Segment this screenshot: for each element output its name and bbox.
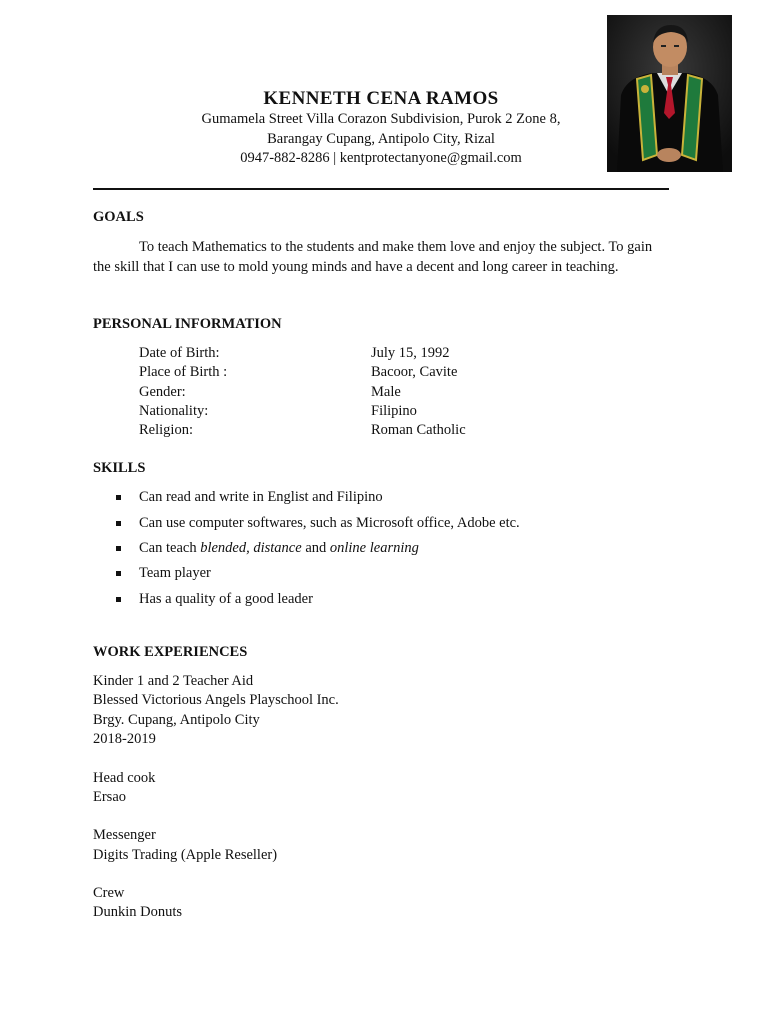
info-value: Male	[371, 384, 401, 400]
info-row-gender	[139, 384, 619, 403]
job-title: Head cook	[93, 770, 156, 786]
info-row-birthplace	[139, 364, 619, 383]
work-heading: WORK EXPERIENCES	[93, 644, 248, 660]
job-employer: Digits Trading (Apple Reseller)	[93, 847, 278, 863]
info-row-nationality	[139, 403, 619, 422]
bullet-icon	[116, 495, 121, 500]
bullet-icon	[116, 546, 121, 551]
skill-text: Team player	[139, 565, 211, 581]
info-value: July 15, 1992	[371, 345, 450, 361]
info-row-religion	[139, 422, 619, 441]
info-value: Roman Catholic	[371, 422, 466, 438]
job-employer: Ersao	[93, 789, 127, 805]
job-employer: Blessed Victorious Angels Playschool Inc.	[93, 692, 339, 708]
info-label: Date of Birth:	[139, 345, 220, 361]
bullet-icon	[116, 571, 121, 576]
skill-text-italic: blended, distance	[200, 540, 302, 556]
personal-info-heading: PERSONAL INFORMATION	[93, 316, 282, 332]
skill-text-italic: online learning	[329, 540, 419, 556]
goals-heading: GOALS	[93, 209, 144, 225]
address-line-1: Gumamela Street Villa Corazon Subdivision, Purok 2 Zone 8,	[201, 111, 561, 127]
goals-text: To teach Mathematics to the students and make them love and enjoy the subject. To gain the skill that I can use to mold young minds and have a decent and long career in teaching.	[93, 239, 653, 275]
skill-text	[139, 540, 419, 557]
job-employer: Dunkin Donuts	[93, 904, 183, 920]
job-title: Crew	[93, 885, 125, 901]
bullet-icon	[116, 521, 121, 526]
skill-text-part: and	[301, 540, 330, 556]
job-title: Kinder 1 and 2 Teacher Aid	[93, 673, 254, 689]
info-label: Place of Birth :	[139, 364, 228, 380]
skill-text: Has a quality of a good leader	[139, 591, 313, 607]
applicant-name: KENNETH CENA RAMOS	[263, 88, 499, 109]
header-divider	[93, 188, 669, 190]
info-label: Nationality:	[139, 403, 209, 419]
bullet-icon	[116, 597, 121, 602]
skill-text: Can read and write in Englist and Filipino	[139, 489, 383, 505]
skill-text: Can use computer softwares, such as Microsoft office, Adobe etc.	[139, 515, 520, 531]
skill-text-part: Can teach	[139, 540, 201, 556]
job-title: Messenger	[93, 827, 156, 843]
info-value: Bacoor, Cavite	[371, 364, 458, 380]
address-line-2: Barangay Cupang, Antipolo City, Rizal	[267, 130, 495, 147]
info-label: Religion:	[139, 422, 193, 438]
job-period: 2018-2019	[93, 731, 156, 747]
info-row-birthdate	[139, 345, 619, 364]
contact-line: 0947-882-8286 | kentprotectanyone@gmail.com	[240, 150, 522, 166]
skills-heading: SKILLS	[93, 460, 146, 476]
job-location: Brgy. Cupang, Antipolo City	[93, 712, 260, 728]
info-label: Gender:	[139, 384, 186, 400]
info-value: Filipino	[371, 403, 417, 419]
resume-header	[92, 88, 670, 169]
